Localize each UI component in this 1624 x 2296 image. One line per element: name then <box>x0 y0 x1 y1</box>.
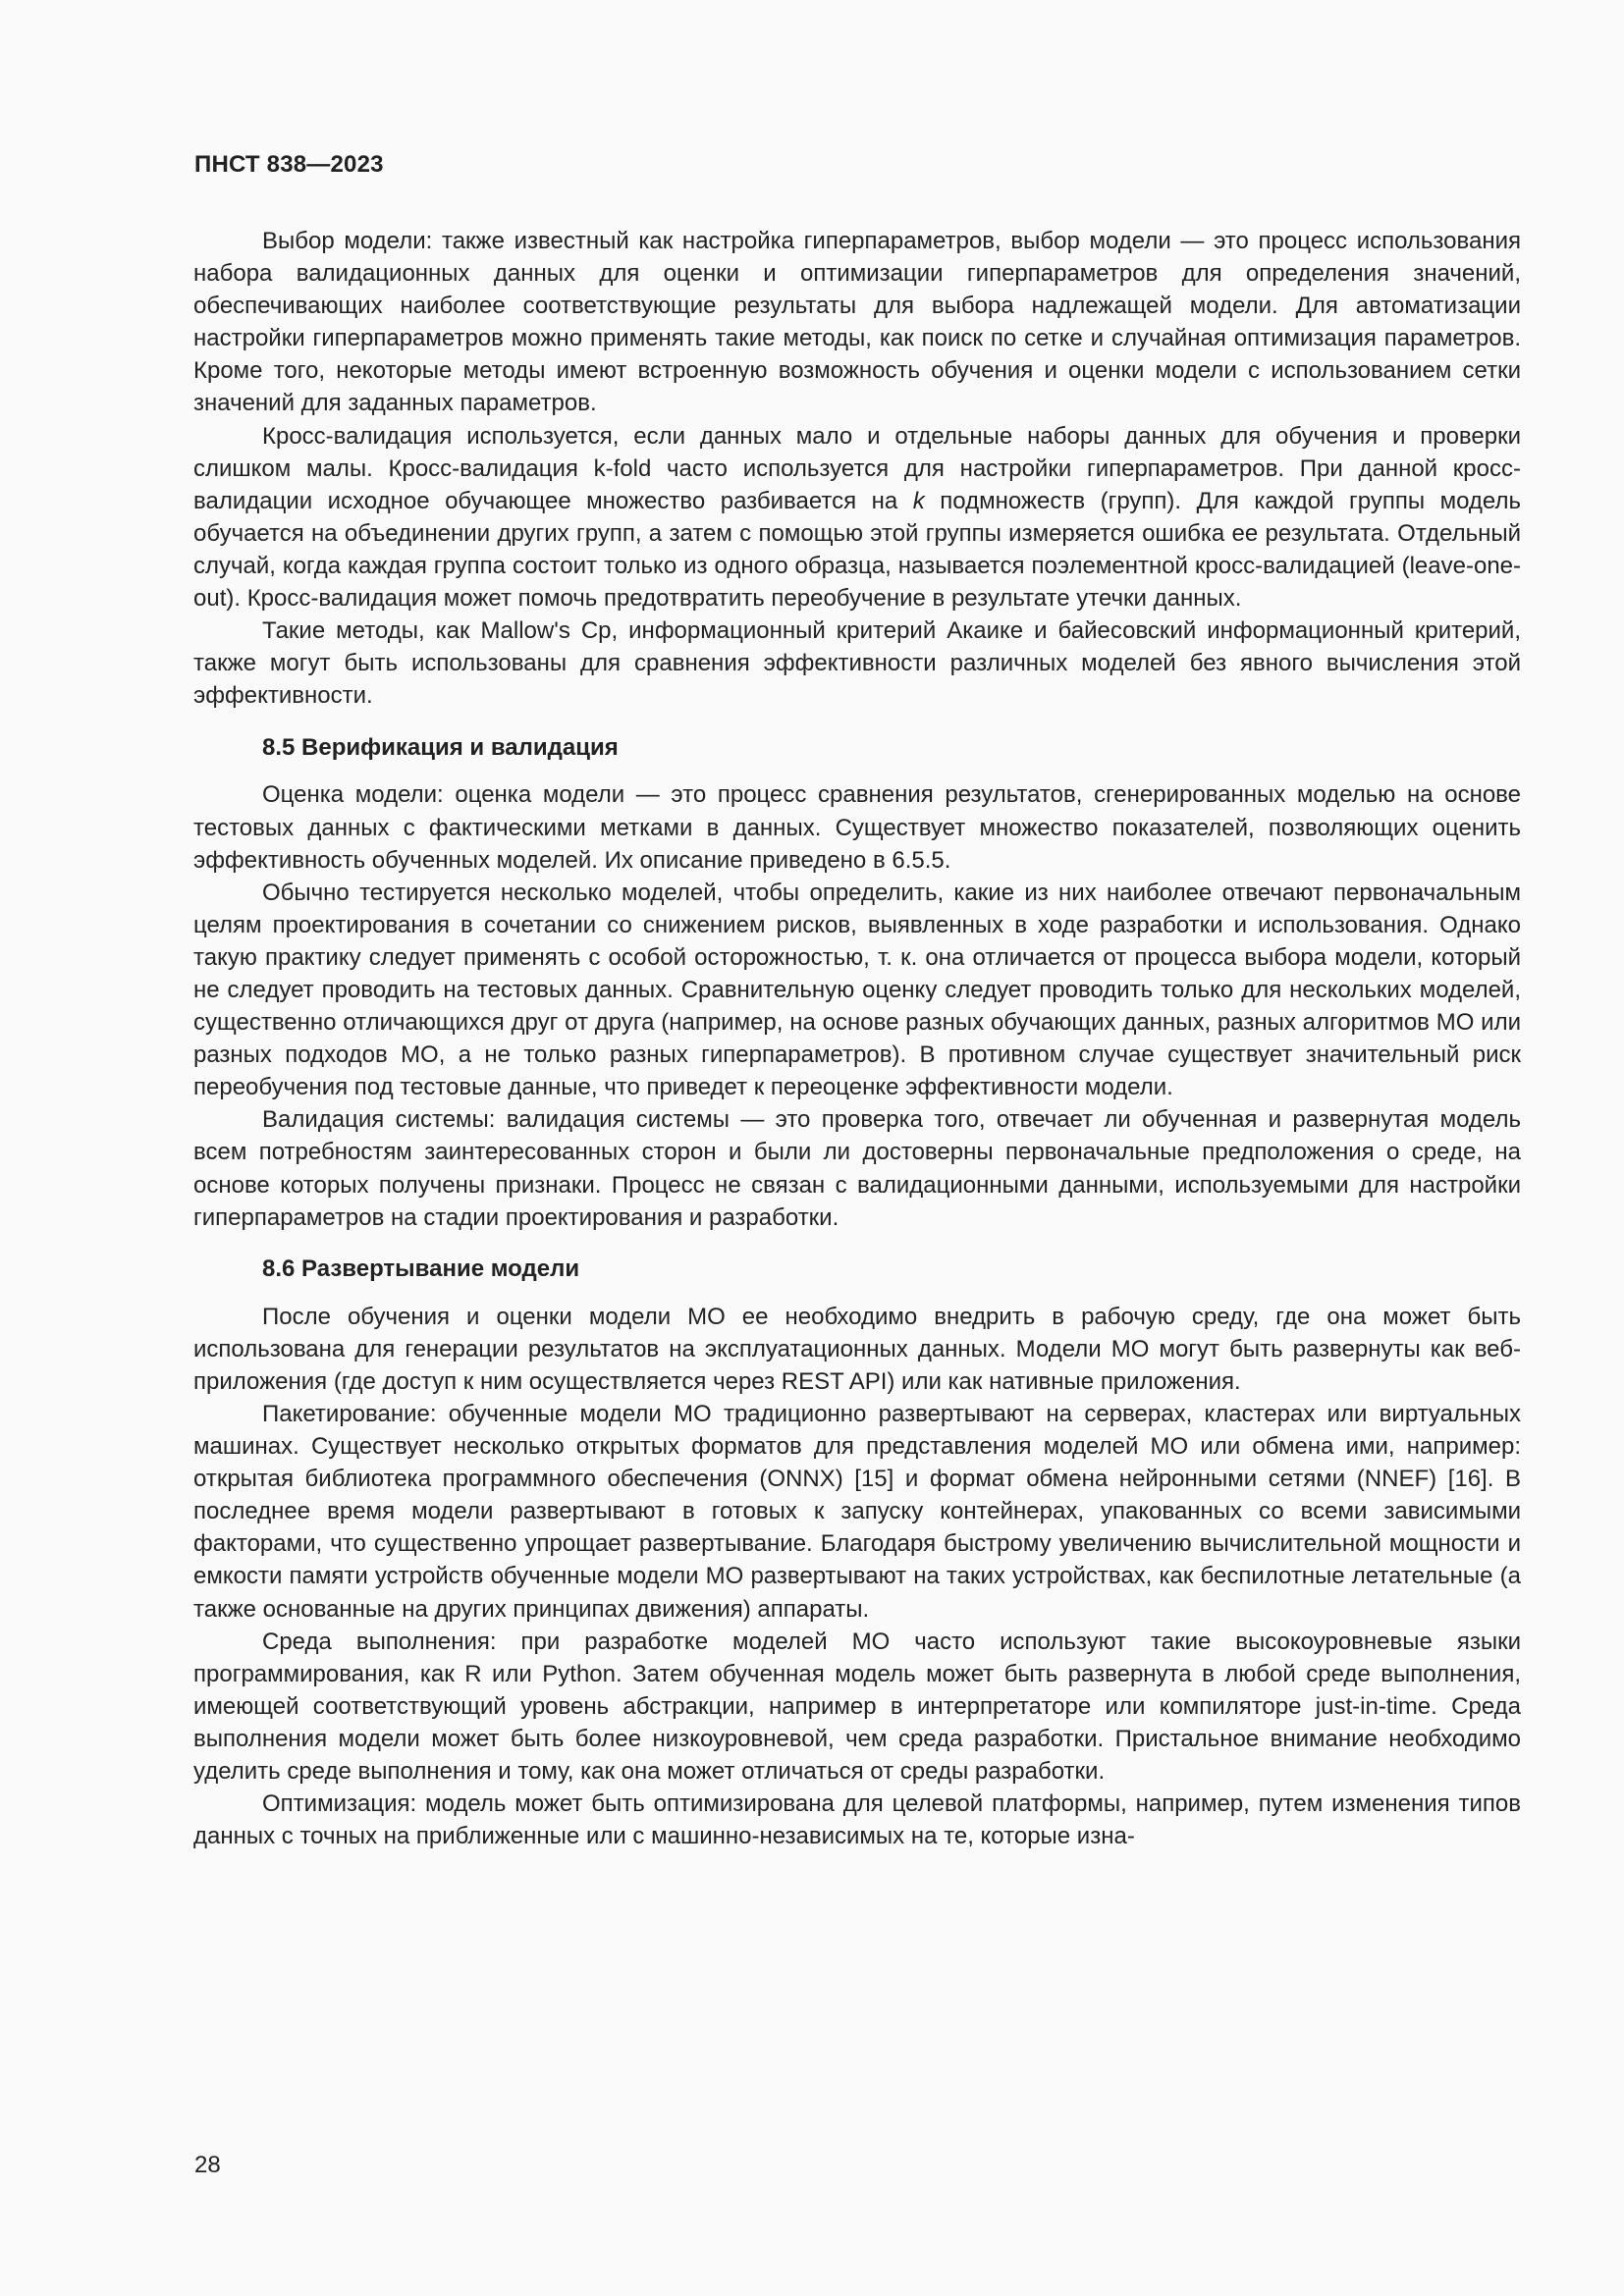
paragraph-model-evaluation: Оценка модели: оценка модели — это процесс сравнения результатов, сгенерированных моделью на основе тестовых данных с фактическими метками в данных. Существует множество показателей, позволяющих оценить эффективность обученных моделей. Их описание приведено в 6.5.5. <box>193 781 1521 874</box>
paragraph-text: Кросс-валидация используется, если данных мало и отдельные наборы данных для обучения и проверки слишком малы. Кросс-валидация k-fold часто используется для настройки гиперпараметров. При данной кросс-валидации исходное обучающее множество разбивается на <box>193 422 1521 514</box>
section-heading-8-6: 8.6 Развертывание модели <box>262 1255 580 1282</box>
paragraph-text: подмножеств (групп). Для каждой группы модель обучается на объединении других групп, а затем с помощью этой группы измеряется ошибка ее результата. Отдельный случай, когда каждая группа состоит только из одного образца, называется поэлементной кросс-валидацией (leave-one-out). Кросс-валидация может помочь предотвратить переобучение в результате утечки данных. <box>193 487 1521 613</box>
paragraph-information-criteria: Такие методы, как Mallow's Cp, информационный критерий Акаике и байесовский информационный критерий, также могут быть использованы для сравнения эффективности различных моделей без явного вычисления этой эффективности. <box>193 617 1521 710</box>
section-heading-8-5: 8.5 Верификация и валидация <box>262 734 619 762</box>
paragraph-cross-validation <box>193 420 1521 615</box>
document-header: ПНСТ 838—2023 <box>194 151 384 178</box>
document-body <box>193 225 1521 1852</box>
paragraph-model-testing: Обычно тестируется несколько моделей, чтобы определить, какие из них наиболее отвечают первоначальным целям проектирования в сочетании со снижением рисков, выявленных в ходе разработки и использования. Однако такую практику следует применять с особой осторожностью, т. к. она отличается от процесса выбора модели, который не следует проводить на тестовых данных. Сравнительную оценку следует проводить только для нескольких моделей, существенно отличающихся друг от друга (например, на основе разных обучающих данных, разных алгоритмов МО или разных подходов МО, а не только разных гиперпараметров). В противном случае существует значительный риск переобучения под тестовые данные, что приведет к переоценке эффективности модели. <box>193 879 1521 1101</box>
paragraph-packaging: Пакетирование: обученные модели МО традиционно развертывают на серверах, кластерах или виртуальных машинах. Существует несколько открытых форматов для представления моделей МО или обмена ими, например: открытая библиотека программного обеспечения (ONNX) [15] и формат обмена нейронными сетями (NNEF) [16]. В последнее время модели развертывают в готовых к запуску контейнерах, упакованных со всеми зависимыми факторами, что существенно упрощает развертывание. Благодаря быстрому увеличению вычислительной мощности и емкости памяти устройств обученные модели МО развертывают на таких устройствах, как беспилотные летательные (а также основанные на других принципах движения) аппараты. <box>193 1401 1521 1623</box>
italic-k: k <box>912 487 925 514</box>
paragraph-model-selection: Выбор модели: также известный как настройка гиперпараметров, выбор модели — это процесс использования набора валидационных данных для оценки и оптимизации гиперпараметров для определения значений, обеспечивающих наиболее соответствующие результаты для выбора надлежащей модели. Для автоматизации настройки гиперпараметров можно применять такие методы, как поиск по сетке и случайная оптимизация параметров. Кроме того, некоторые методы имеют встроенную возможность обучения и оценки модели с использованием сетки значений для заданных параметров. <box>193 228 1521 417</box>
paragraph-runtime: Среда выполнения: при разработке моделей МО часто используют такие высокоуровневые языки программирования, как R или Python. Затем обученная модель может быть развернута в любой среде выполнения, имеющей соответствующий уровень абстракции, например в интерпретаторе или компиляторе just-in-time. Среда выполнения модели может быть более низкоуровневой, чем среда разработки. Пристальное внимание необходимо уделить среде выполнения и тому, как она может отличаться от среды разработки. <box>193 1628 1521 1786</box>
paragraph-deployment: После обучения и оценки модели МО ее необходимо внедрить в рабочую среду, где она может быть использована для генерации результатов на эксплуатационных данных. Модели МО могут быть развернуты как веб-приложения (где доступ к ним осуществляется через REST API) или как нативные приложения. <box>193 1303 1521 1395</box>
paragraph-system-validation: Валидация системы: валидация системы — это проверка того, отвечает ли обученная и развернутая модель всем потребностям заинтересованных сторон и были ли достоверны первоначальные предположения о среде, на основе которых получены признаки. Процесс не связан с валидационными данными, используемыми для настройки гиперпараметров на стадии проектирования и разработки. <box>193 1106 1521 1231</box>
paragraph-optimization: Оптимизация: модель может быть оптимизирована для целевой платформы, например, путем изменения типов данных с точных на приближенные или с машинно-независимых на те, которые изна- <box>193 1790 1521 1850</box>
page-number: 28 <box>194 2152 221 2178</box>
